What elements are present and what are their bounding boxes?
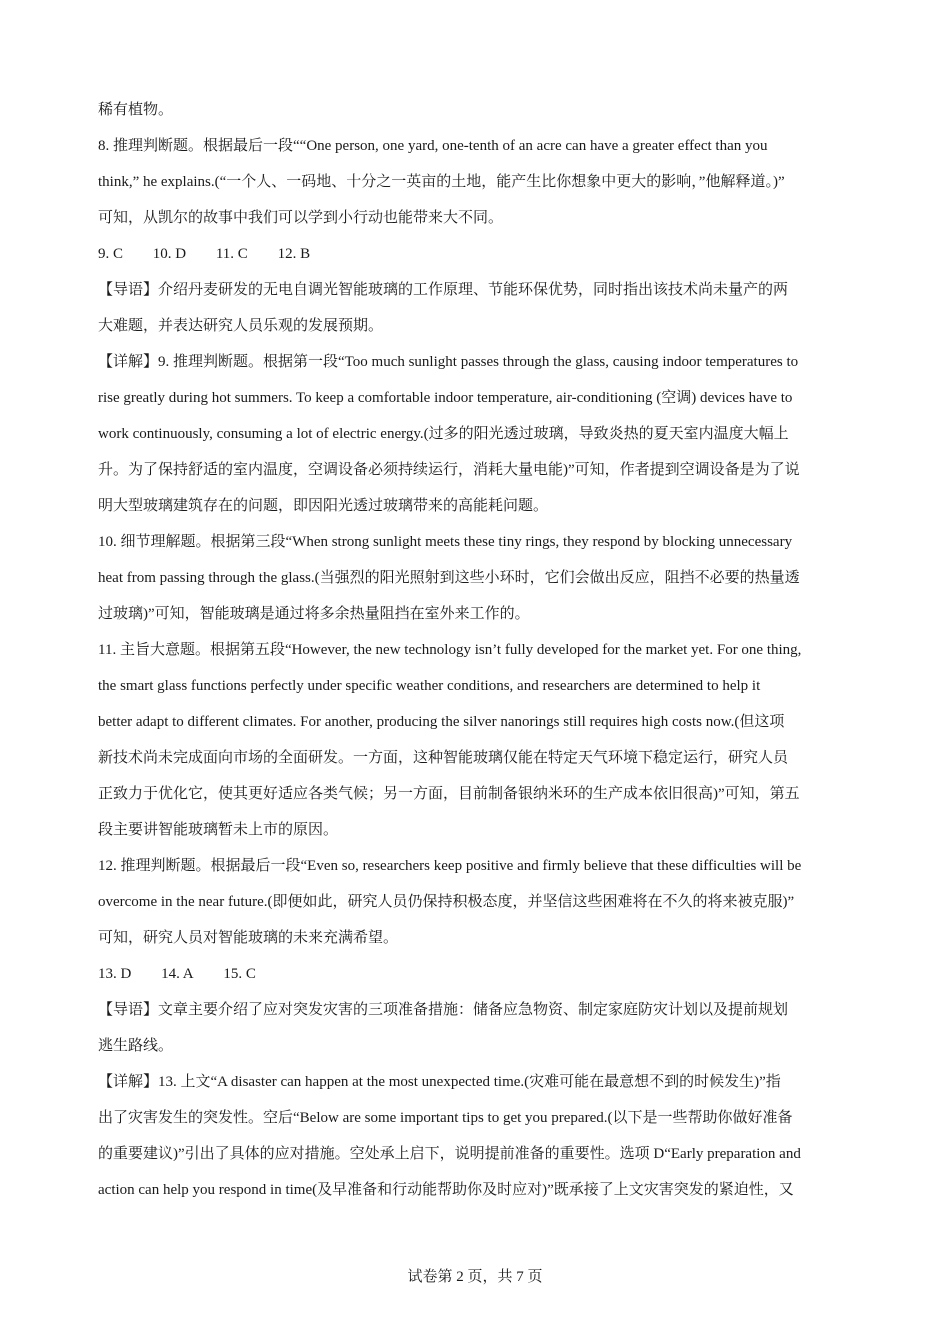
text-line: 【详解】9. 推理判断题。根据第一段“Too much sunlight passes through the glass, causing indoor temperatures to xyxy=(98,354,799,370)
text-line: 段主要讲智能玻璃暂未上市的原因。 xyxy=(98,822,339,838)
text-line: 逃生路线。 xyxy=(98,1038,174,1054)
answer-item: 9. C xyxy=(98,246,124,262)
text-line: 正致力于优化它，使其更好适应各类气候；另一方面，目前制备银纳米环的生产成本依旧很高)”可知，第五 xyxy=(98,786,800,802)
answer-item: 13. D xyxy=(98,966,132,982)
text-line: 【导语】文章主要介绍了应对突发灾害的三项准备措施：储备应急物资、制定家庭防灾计划以及提前规划 xyxy=(98,1002,789,1018)
answer-key-row xyxy=(98,956,854,992)
text-line: 出了灾害发生的突发性。空后“Below are some important tips to get you prepared.(以下是一些帮助你做好准备 xyxy=(98,1110,793,1126)
answer-item: 15. C xyxy=(223,966,256,982)
text-line: better adapt to different climates. For another, producing the silver nanorings still requires high costs now.(但这项 xyxy=(98,714,785,730)
answer-item: 10. D xyxy=(152,246,187,262)
text-line: rise greatly during hot summers. To keep a comfortable indoor temperature, air-conditioning (空调) devices have to xyxy=(98,390,793,406)
text-line: 【导语】介绍丹麦研发的无电自调光智能玻璃的工作原理、节能环保优势，同时指出该技术尚未量产的两 xyxy=(98,282,789,298)
text-line: 新技术尚未完成面向市场的全面研发。一方面，这种智能玻璃仅能在特定天气环境下稳定运行，研究人员 xyxy=(98,750,789,766)
text-line: 升。为了保持舒适的室内温度，空调设备必须持续运行，消耗大量电能)”可知，作者提到空调设备是为了说 xyxy=(98,462,800,478)
text-line: 可知，从凯尔的故事中我们可以学到小行动也能带来大不同。 xyxy=(98,210,504,226)
answer-key-row xyxy=(98,236,854,272)
text-line: action can help you respond in time(及早准备和行动能帮助你及时应对)”既承接了上文灾害突发的紧迫性，又 xyxy=(98,1182,794,1198)
text-line: 【详解】13. 上文“A disaster can happen at the most unexpected time.(灾难可能在最意想不到的时候发生)”指 xyxy=(98,1074,781,1090)
text-line: think,” he explains.(“一个人、一码地、十分之一英亩的土地，能产生比你想象中更大的影响，”他解释道。)” xyxy=(98,174,785,190)
page-footer: 试卷第 2 页，共 7 页 xyxy=(407,1269,543,1285)
text-line: 12. 推理判断题。根据最后一段“Even so, researchers keep positive and firmly believe that these difficulties will be xyxy=(98,858,802,874)
answer-item: 11. C xyxy=(215,246,248,262)
text-line: 10. 细节理解题。根据第三段“When strong sunlight meets these tiny rings, they respond by blocking unnecessary xyxy=(98,534,793,550)
text-line: 可知，研究人员对智能玻璃的未来充满希望。 xyxy=(98,930,399,946)
text-line: 过玻璃)”可知，智能玻璃是通过将多余热量阻挡在室外来工作的。 xyxy=(98,606,530,622)
text-line: 明大型玻璃建筑存在的问题，即因阳光透过玻璃带来的高能耗问题。 xyxy=(98,498,549,514)
text-line: 稀有植物。 xyxy=(98,102,174,118)
answer-item: 14. A xyxy=(161,966,194,982)
document-body xyxy=(98,92,854,1208)
text-line: heat from passing through the glass.(当强烈的阳光照射到这些小环时，它们会做出反应，阻挡不必要的热量透 xyxy=(98,570,800,586)
text-line: 8. 推理判断题。根据最后一段““One person, one yard, one-tenth of an acre can have a greater effect than you xyxy=(98,138,768,154)
text-line: overcome in the near future.(即便如此，研究人员仍保持积极态度，并坚信这些困难将在不久的将来被克服)” xyxy=(98,894,795,910)
text-line: 大难题，并表达研究人员乐观的发展预期。 xyxy=(98,318,384,334)
text-line: 的重要建议)”引出了具体的应对措施。空处承上启下，说明提前准备的重要性。选项 D“Early preparation and xyxy=(98,1146,801,1162)
text-line: 11. 主旨大意题。根据第五段“However, the new technology isn’t fully developed for the market yet. For one thing, xyxy=(98,642,802,658)
text-line: the smart glass functions perfectly under specific weather conditions, and researchers are determined to help it xyxy=(98,678,761,694)
answer-item: 12. B xyxy=(277,246,311,262)
text-line: work continuously, consuming a lot of electric energy.(过多的阳光透过玻璃，导致炎热的夏天室内温度大幅上 xyxy=(98,426,789,442)
